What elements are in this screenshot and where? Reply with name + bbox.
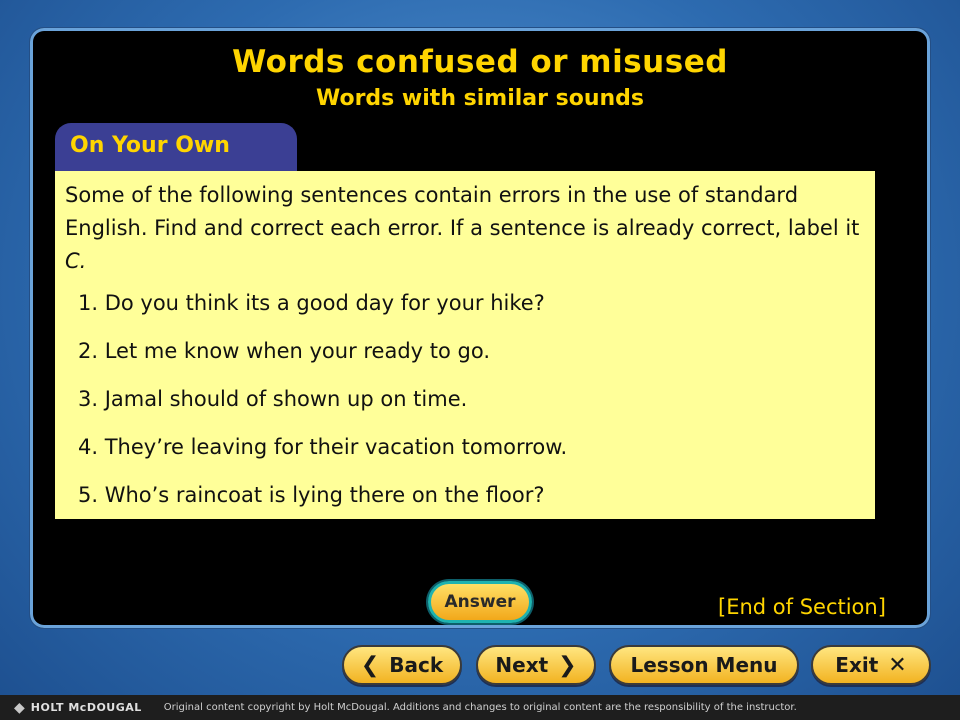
close-icon: ✕ — [888, 652, 907, 678]
chevron-right-icon: ❯ — [558, 652, 577, 678]
publisher-logo: HOLT McDOUGAL — [30, 701, 142, 714]
on-your-own-tab: On Your Own — [55, 123, 297, 171]
back-button[interactable] — [342, 645, 462, 685]
exit-label: Exit — [835, 653, 879, 677]
end-of-section-link[interactable]: [End of Section] — [718, 595, 886, 619]
label-c: C. — [65, 249, 87, 273]
exercise-item-4: 4. They’re leaving for their vacation tomorrow. — [78, 435, 568, 459]
exit-button[interactable] — [811, 645, 931, 685]
slide-subtitle: Words with similar sounds — [315, 86, 645, 111]
exercise-item-1: 1. Do you think its a good day for your hike? — [78, 291, 545, 315]
answer-button[interactable]: Answer — [428, 581, 532, 623]
footer-bar — [0, 695, 960, 720]
back-label: Back — [389, 653, 444, 677]
exercise-item-2: 2. Let me know when your ready to go. — [78, 339, 491, 363]
exercise-panel — [55, 171, 875, 519]
publisher-logo-icon: ◆ — [14, 699, 25, 716]
exercise-item-5: 5. Who’s raincoat is lying there on the floor? — [78, 483, 545, 507]
chevron-left-icon: ❮ — [360, 652, 380, 678]
instructions-text: Some of the following sentences contain errors in the use of standard English. Find and correct each error. If a sentence is already correct, label it C. — [65, 183, 860, 273]
slide-title: Words confused or misused — [232, 44, 728, 80]
lesson-menu-label: Lesson Menu — [630, 653, 778, 677]
lesson-menu-button[interactable] — [609, 645, 799, 685]
next-label: Next — [495, 653, 549, 677]
copyright-text: Original content copyright by Holt McDougal. Additions and changes to original content are the responsibility of the instructor. — [163, 702, 797, 713]
exercise-item-3: 3. Jamal should of shown up on time. — [78, 387, 468, 411]
next-button[interactable] — [476, 645, 596, 685]
